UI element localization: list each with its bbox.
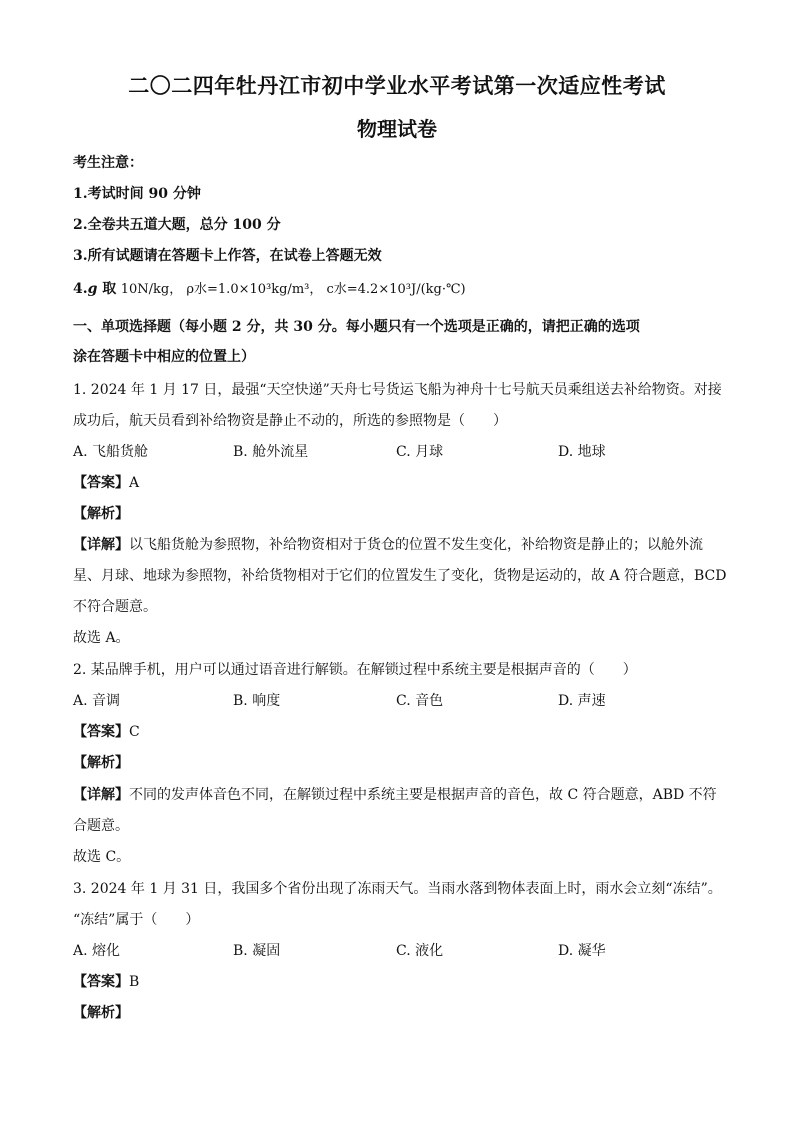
notice-item-4-prefix: 4. xyxy=(73,281,88,297)
q2-answer-label: 【答案】 xyxy=(73,724,129,740)
exam-subtitle: 物理试卷 xyxy=(357,117,437,141)
exam-title: 二〇二四年牡丹江市初中学业水平考试第一次适应性考试 xyxy=(128,73,666,98)
q3-answer-label: 【答案】 xyxy=(73,974,129,990)
q2-option-b: B. 响度 xyxy=(233,693,281,709)
section-1-heading-line-1: 一、单项选择题（每小题 2 分，共 30 分。每小题只有一个选项是正确的，请把正确的选项 xyxy=(73,319,640,335)
q2-conclusion: 故选 C。 xyxy=(73,849,131,865)
q1-detail-text-1: 以飞船货舱为参照物，补给物资相对于货仓的位置不发生变化，补给物资是静止的；以舱外流 xyxy=(129,537,703,553)
q2-detail-label: 【详解】 xyxy=(73,787,129,803)
q2-option-a: A. 音调 xyxy=(73,693,121,709)
q3-answer-value: B xyxy=(129,974,140,990)
notice-heading: 考生注意： xyxy=(73,155,143,171)
constants-formula: 10N/kg， ρ水=1.0×10³kg/m³， c水=4.2×10³J/(kg·℃) xyxy=(120,282,466,297)
q1-detail-line-1 xyxy=(73,534,723,554)
q1-detail-label: 【详解】 xyxy=(73,537,129,553)
q2-answer xyxy=(73,721,723,741)
q3-option-a: A. 熔化 xyxy=(73,943,121,959)
q3-stem-line-2: “冻结”属于（ ） xyxy=(73,912,200,928)
q1-option-d: D. 地球 xyxy=(558,444,606,460)
notice-item-4-g: g xyxy=(87,281,98,297)
q1-analysis-label: 【解析】 xyxy=(73,506,129,522)
q2-stem-line-1: 2. 某品牌手机，用户可以通过语音进行解锁。在解锁过程中系统主要是根据声音的（ ） xyxy=(73,662,637,678)
q3-answer xyxy=(73,971,723,991)
q1-answer-value: A xyxy=(129,475,140,491)
section-1-heading-line-2: 涂在答题卡中相应的位置上） xyxy=(73,349,255,365)
q1-stem-line-1: 1. 2024 年 1 月 17 日，最强“天空快递”天舟七号货运飞船为神舟十七号航天员乘组送去补给物资。对接 xyxy=(73,382,722,398)
notice-item-4-take: 取 xyxy=(97,281,117,297)
q1-answer xyxy=(73,472,723,492)
q3-option-b: B. 凝固 xyxy=(233,943,281,959)
q1-option-a: A. 飞船货舱 xyxy=(73,444,149,460)
q2-option-c: C. 音色 xyxy=(396,693,444,709)
q1-detail-line-2: 星、月球、地球为参照物，补给货物相对于它们的位置发生了变化，货物是运动的，故 A 符合题意，BCD xyxy=(73,568,727,584)
q1-option-b: B. 舱外流星 xyxy=(233,444,309,460)
q3-option-c: C. 液化 xyxy=(396,943,444,959)
q2-analysis-label: 【解析】 xyxy=(73,755,129,771)
q3-option-d: D. 凝华 xyxy=(558,943,606,959)
q3-stem-line-1: 3. 2024 年 1 月 31 日，我国多个省份出现了冻雨天气。当雨水落到物体表面上时，雨水会立刻“冻结”。 xyxy=(73,881,722,897)
q2-answer-value: C xyxy=(129,724,140,740)
q2-detail-line-1 xyxy=(73,784,723,804)
notice-item-2: 2.全卷共五道大题，总分 100 分 xyxy=(73,217,281,233)
notice-item-4 xyxy=(73,278,723,298)
q2-option-d: D. 声速 xyxy=(558,693,606,709)
q2-detail-line-2: 合题意。 xyxy=(73,818,129,834)
q2-detail-text-1: 不同的发声体音色不同，在解锁过程中系统主要是根据声音的音色，故 C 符合题意，ABD 不符 xyxy=(129,787,717,803)
notice-item-3: 3.所有试题请在答题卡上作答，在试卷上答题无效 xyxy=(73,248,382,264)
q1-option-c: C. 月球 xyxy=(396,444,444,460)
q3-analysis-label: 【解析】 xyxy=(73,1005,129,1021)
q1-stem-line-2: 成功后，航天员看到补给物资是静止不动的，所选的参照物是（ ） xyxy=(73,413,507,429)
q1-answer-label: 【答案】 xyxy=(73,475,129,491)
q1-detail-line-3: 不符合题意。 xyxy=(73,599,157,615)
notice-item-1: 1.考试时间 90 分钟 xyxy=(73,186,201,202)
q1-conclusion: 故选 A。 xyxy=(73,630,130,646)
